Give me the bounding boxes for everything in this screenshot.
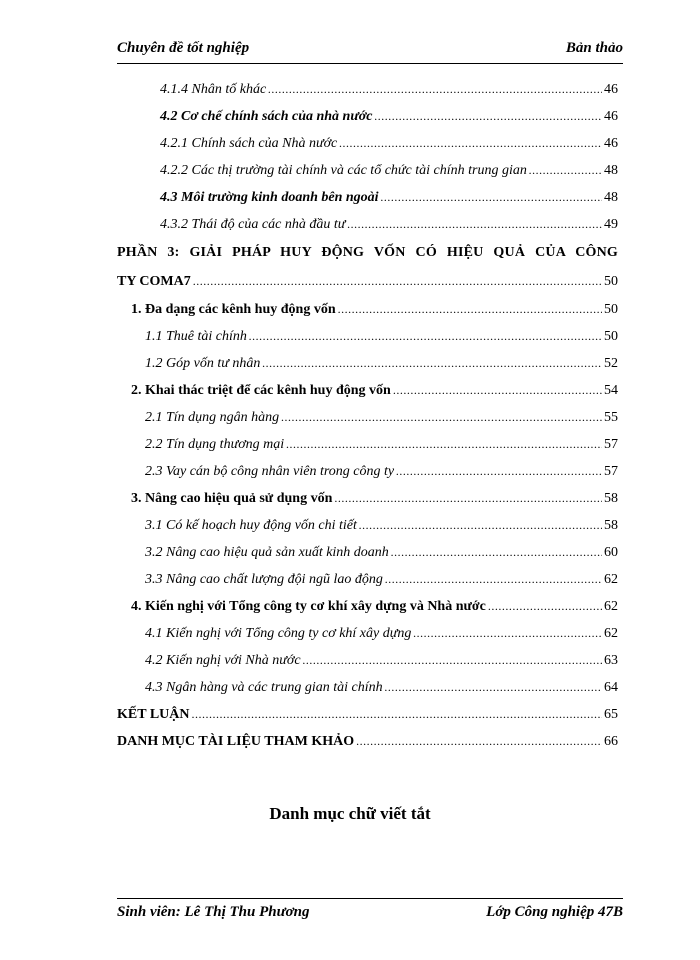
toc-entry[interactable] [131, 302, 618, 318]
toc-entry[interactable] [145, 545, 618, 561]
toc-leader [347, 217, 602, 232]
toc-page-number: 64 [604, 680, 618, 695]
toc-entry[interactable] [160, 217, 618, 233]
toc-entry-title: DANH MỤC TÀI LIỆU THAM KHẢO [117, 734, 355, 749]
footer-class: Lớp Công nghiệp 47B [486, 904, 623, 920]
toc-entry-title: 4.3 Môi trường kinh doanh bên ngoài [160, 190, 379, 205]
toc-entry-title: 3.1 Có kế hoạch huy động vốn chi tiết [145, 518, 357, 533]
toc-entry-title: 4.3 Ngân hàng và các trung gian tài chính [145, 680, 383, 695]
toc-leader [249, 329, 602, 344]
header-doc-type: Chuyên đề tốt nghiệp [117, 40, 250, 56]
toc-entry[interactable] [145, 410, 618, 426]
toc-leader [286, 437, 602, 452]
footer-rule [117, 898, 623, 899]
toc-leader [385, 680, 602, 695]
toc-page-number: 49 [604, 217, 618, 232]
toc-leader [396, 464, 602, 479]
toc-page-number: 65 [604, 707, 618, 722]
toc-entry[interactable] [131, 383, 618, 399]
toc-entry[interactable] [117, 734, 618, 750]
toc-page-number: 57 [604, 437, 618, 452]
toc-page-number: 50 [604, 302, 618, 317]
toc-entry-title: KẾT LUẬN [117, 707, 190, 722]
toc-entry-title: 2.3 Vay cán bộ công nhân viên trong công ty [145, 464, 395, 479]
toc-entry-title: 2.1 Tín dụng ngân hàng [145, 410, 280, 425]
toc-leader [338, 302, 602, 317]
toc-entry-title: 1. Đa dạng các kênh huy động vốn [131, 302, 336, 317]
toc-leader [359, 518, 602, 533]
toc-page-number: 58 [604, 518, 618, 533]
toc-entry[interactable] [145, 653, 618, 669]
toc-leader [391, 545, 602, 560]
toc-page-number: 50 [604, 329, 618, 344]
toc-part3-heading[interactable]: PHẦN 3: GIẢI PHÁP HUY ĐỘNG VỐN CÓ HIỆU QUẢ CỦA CÔNG [117, 245, 618, 260]
toc-leader [268, 82, 602, 97]
toc-leader [303, 653, 602, 668]
toc-entry-title: 3.2 Nâng cao hiệu quả sản xuất kinh doanh [145, 545, 389, 560]
toc-entry[interactable] [145, 680, 618, 696]
toc-page-number: 63 [604, 653, 618, 668]
toc-leader [334, 491, 602, 506]
toc-page-number: 46 [604, 82, 618, 97]
toc-leader [381, 190, 602, 205]
toc-entry[interactable] [145, 464, 618, 480]
toc-entry-title: 4. Kiến nghị với Tổng công ty cơ khí xây dựng và Nhà nước [131, 599, 486, 614]
toc-page-number: 60 [604, 545, 618, 560]
toc-entry-title: 4.2.2 Các thị trường tài chính và các tổ chức tài chính trung gian [160, 163, 527, 178]
toc-entry[interactable] [145, 572, 618, 588]
toc-entry[interactable] [145, 626, 618, 642]
toc-leader [413, 626, 602, 641]
toc-entry-title: 4.1 Kiến nghị với Tổng công ty cơ khí xây dựng [145, 626, 412, 641]
toc-page-number: 66 [604, 734, 618, 749]
toc-entry[interactable] [160, 163, 618, 179]
toc-page-number: 58 [604, 491, 618, 506]
toc-entry-title: 4.2 Cơ chế chính sách của nhà nước [160, 109, 373, 124]
footer-student: Sinh viên: Lê Thị Thu Phương [117, 904, 310, 920]
toc-leader [356, 734, 602, 749]
toc-entry[interactable] [131, 491, 618, 507]
toc-leader [374, 109, 602, 124]
toc-leader [488, 599, 602, 614]
toc-entry-title: 4.2 Kiến nghị với Nhà nước [145, 653, 301, 668]
toc-page-number: 46 [604, 109, 618, 124]
toc-entry-title: 1.1 Thuê tài chính [145, 329, 247, 344]
toc-leader [339, 136, 602, 151]
toc-entry-title: TY COMA7 [117, 274, 191, 289]
toc-page-number: 62 [604, 626, 618, 641]
toc-entry-title: 2. Khai thác triệt để các kênh huy động vốn [131, 383, 391, 398]
toc-leader [385, 572, 602, 587]
toc-leader [191, 707, 602, 722]
toc-entry-title: 4.3.2 Thái độ của các nhà đầu tư [160, 217, 346, 232]
toc-entry[interactable] [160, 82, 618, 98]
toc-entry[interactable] [131, 599, 618, 615]
toc-page-number: 48 [604, 190, 618, 205]
header-status: Bản thảo [565, 40, 623, 56]
toc-leader [529, 163, 602, 178]
toc-page-number: 62 [604, 572, 618, 587]
toc-entry-title: 4.2.1 Chính sách của Nhà nước [160, 136, 338, 151]
toc-leader [281, 410, 602, 425]
toc-page-number: 55 [604, 410, 618, 425]
page-header [117, 40, 623, 62]
toc-entry[interactable] [160, 190, 618, 206]
toc-entry[interactable] [145, 356, 618, 372]
header-rule [117, 63, 623, 64]
toc-entry[interactable] [145, 437, 618, 453]
toc-page-number: 62 [604, 599, 618, 614]
toc-leader [193, 274, 602, 289]
toc-leader [393, 383, 602, 398]
toc-leader [262, 356, 602, 371]
abbreviations-heading: Danh mục chữ viết tắt [269, 804, 431, 823]
toc-entry[interactable] [117, 274, 618, 290]
toc-page-number: 52 [604, 356, 618, 371]
page-footer [117, 904, 623, 926]
toc-page-number: 48 [604, 163, 618, 178]
toc-entry-title: 3.3 Nâng cao chất lượng đội ngũ lao động [145, 572, 383, 587]
toc-entry-title: 4.1.4 Nhân tố khác [160, 82, 267, 97]
toc-entry[interactable] [117, 707, 618, 723]
toc-page-number: 46 [604, 136, 618, 151]
toc-entry-title: 2.2 Tín dụng thương mại [145, 437, 285, 452]
toc-entry[interactable] [160, 109, 618, 125]
toc-entry[interactable] [145, 518, 618, 534]
toc-page-number: 54 [604, 383, 618, 398]
toc-page-number: 57 [604, 464, 618, 479]
toc-entry[interactable] [160, 136, 618, 152]
toc-entry-title: 1.2 Góp vốn tư nhân [145, 356, 261, 371]
toc-page-number: 50 [604, 274, 618, 289]
toc-entry[interactable] [145, 329, 618, 345]
toc-entry-title: 3. Nâng cao hiệu quả sử dụng vốn [131, 491, 333, 506]
